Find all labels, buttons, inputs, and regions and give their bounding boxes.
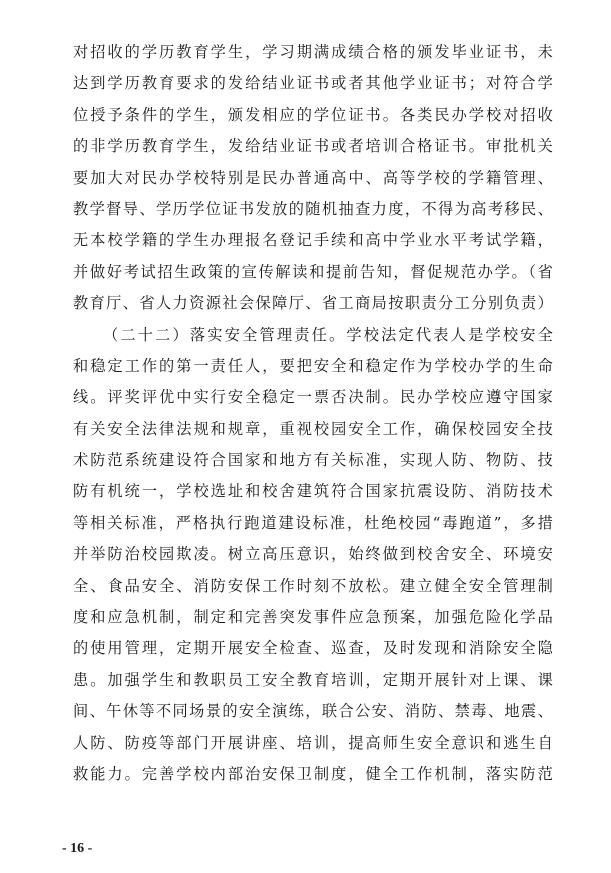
text-line: 有关安全法律法规和规章，重视校园安全工作，确保校园安全技 <box>73 419 553 438</box>
text-line: 达到学历教育要求的发给结业证书或者其他学业证书；对符合学 <box>73 74 553 93</box>
text-line: 线。评奖评优中实行安全稳定一票否决制。民办学校应遵守国家 <box>73 388 553 407</box>
text-line: 救能力。完善学校内部治安保卫制度，健全工作机制，落实防范 <box>73 764 553 783</box>
text-line: 要加大对民办学校特别是民办普通高中、高等学校的学籍管理、 <box>73 168 553 187</box>
text-line: 教育厅、省人力资源社会保障厅、省工商局按职责分工分别负责） <box>73 294 553 313</box>
text-line: 等相关标准，严格执行跑道建设标准，杜绝校园“毒跑道”，多措 <box>73 513 553 532</box>
text-line: 度和应急机制，制定和完善突发事件应急预案，加强危险化学品 <box>73 608 553 627</box>
section-heading-line: （二十二）落实安全管理责任。学校法定代表人是学校安全 <box>103 325 553 344</box>
text-line: 人防、防疫等部门开展讲座、培训，提高师生安全意识和逃生自 <box>73 733 553 752</box>
text-line: 无本校学籍的学生办理报名登记手续和高中学业水平考试学籍， <box>73 231 553 250</box>
text-line: 的使用管理，定期开展安全检查、巡查，及时发现和消除安全隐 <box>73 639 553 658</box>
text-line: 防有机统一，学校选址和校舍建筑符合国家抗震设防、消防技术 <box>73 482 553 501</box>
text-line: 术防范系统建设符合国家和地方有关标准，实现人防、物防、技 <box>73 451 553 470</box>
body-text <box>73 37 553 790</box>
text-line: 全、食品安全、消防安保工作时刻不放松。建立健全安全管理制 <box>73 576 553 595</box>
text-line: 间、午休等不同场景的安全演练，联合公安、消防、禁毒、地震、 <box>73 702 553 721</box>
text-line: 患。加强学生和教职员工安全教育培训，定期开展针对上课、课 <box>73 670 553 689</box>
text-line: 教学督导、学历学位证书发放的随机抽查力度，不得为高考移民、 <box>73 199 553 218</box>
text-line: 的非学历教育学生，发给结业证书或者培训合格证书。审批机关 <box>73 137 553 156</box>
text-line: 并做好考试招生政策的宣传解读和提前告知，督促规范办学。（省 <box>73 262 553 281</box>
text-line: 位授予条件的学生，颁发相应的学位证书。各类民办学校对招收 <box>73 105 553 124</box>
page-number: - 16 - <box>62 841 93 856</box>
text-line: 并举防治校园欺凌。树立高压意识，始终做到校舍安全、环境安 <box>73 545 553 564</box>
text-line: 对招收的学历教育学生，学习期满成绩合格的颁发毕业证书，未 <box>73 43 553 61</box>
text-line: 和稳定工作的第一责任人，要把安全和稳定作为学校办学的生命 <box>73 356 553 375</box>
